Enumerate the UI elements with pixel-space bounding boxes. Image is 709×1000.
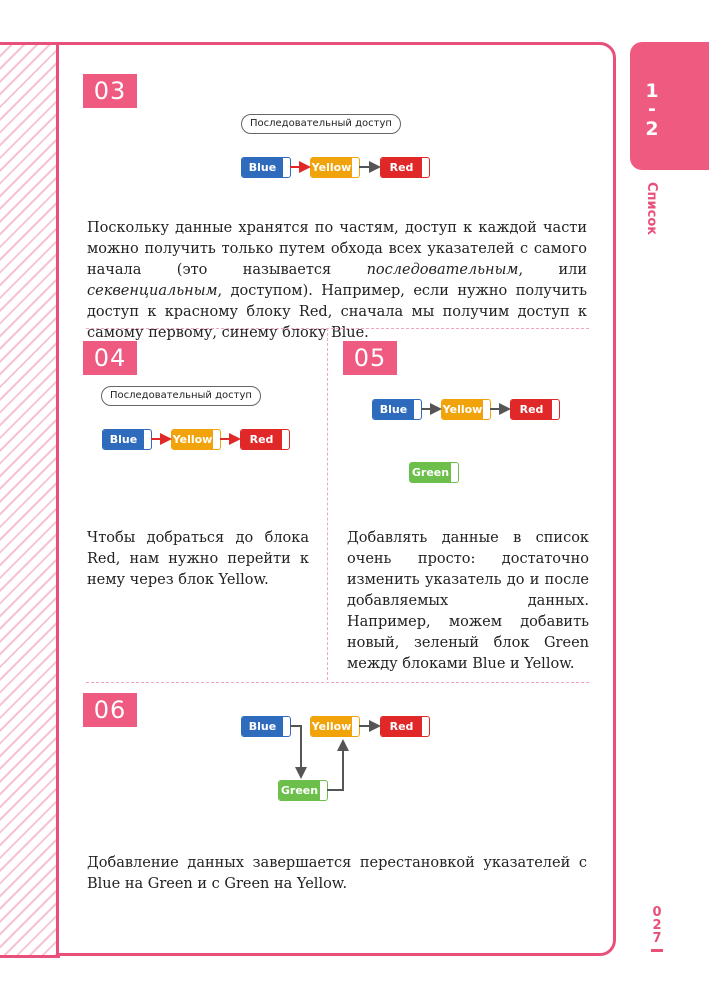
step-03-block-red: Red — [381, 158, 429, 177]
step-05-block-yellow: Yellow — [442, 400, 490, 419]
step-04-block-blue: Blue — [103, 430, 151, 449]
section-label: Список — [644, 182, 659, 236]
step-04-block-yellow: Yellow — [172, 430, 220, 449]
step-03-text: Поскольку данные хранятся по частям, доступ к каждой части можно получить только путем обхода всех указателей с самого начала (это называется последовательным, или секвенциальным, доступом). Например, если нужно получить доступ к красному блоку Red, сначала мы получим доступ к самому первому, синему блоку Blue. — [87, 220, 587, 341]
chapter-tab-sep: - — [648, 98, 656, 120]
chapter-tab-minor: 2 — [645, 118, 659, 140]
page-digit-2: 2 — [652, 918, 662, 933]
step-03-pill: Последовательный доступ — [241, 114, 401, 134]
step-06-text: Добавление данных завершается перестановкой указателей с Blue на Green и с Green на Yellow. — [87, 855, 587, 892]
step-04-text: Чтобы добраться до блока Red, нам нужно перейти к нему через блок Yellow. — [87, 530, 309, 588]
step-03-badge: 03 — [83, 74, 137, 108]
page-digit-1: 0 — [652, 905, 662, 920]
step-05-block-blue: Blue — [373, 400, 421, 419]
step-06-block-yellow: Yellow — [311, 717, 359, 736]
step-06-badge: 06 — [83, 693, 137, 727]
step-04-block-red: Red — [241, 430, 289, 449]
step-05-block-red: Red — [511, 400, 559, 419]
step-04-badge: 04 — [83, 341, 137, 375]
step-06-block-red: Red — [381, 717, 429, 736]
step-03-block-blue: Blue — [242, 158, 290, 177]
step-05-text: Добавлять данные в список очень просто: достаточно изменить указатель до и после добавляемых данных. Например, можем добавить новый, зеленый блок Green между блоками Blue и Yellow. — [347, 530, 589, 672]
arrow-06-blue-green — [290, 726, 301, 777]
chapter-tab-major: 1 — [645, 80, 659, 102]
step-06-block-green: Green — [279, 781, 327, 800]
step-04-pill: Последовательный доступ — [101, 386, 261, 406]
step-06-block-blue: Blue — [242, 717, 290, 736]
arrow-06-green-yellow — [327, 741, 343, 790]
step-03-block-yellow: Yellow — [311, 158, 359, 177]
step-05-block-green: Green — [410, 463, 458, 482]
step-05-badge: 05 — [343, 341, 397, 375]
page-digit-3: 7 — [652, 931, 662, 946]
